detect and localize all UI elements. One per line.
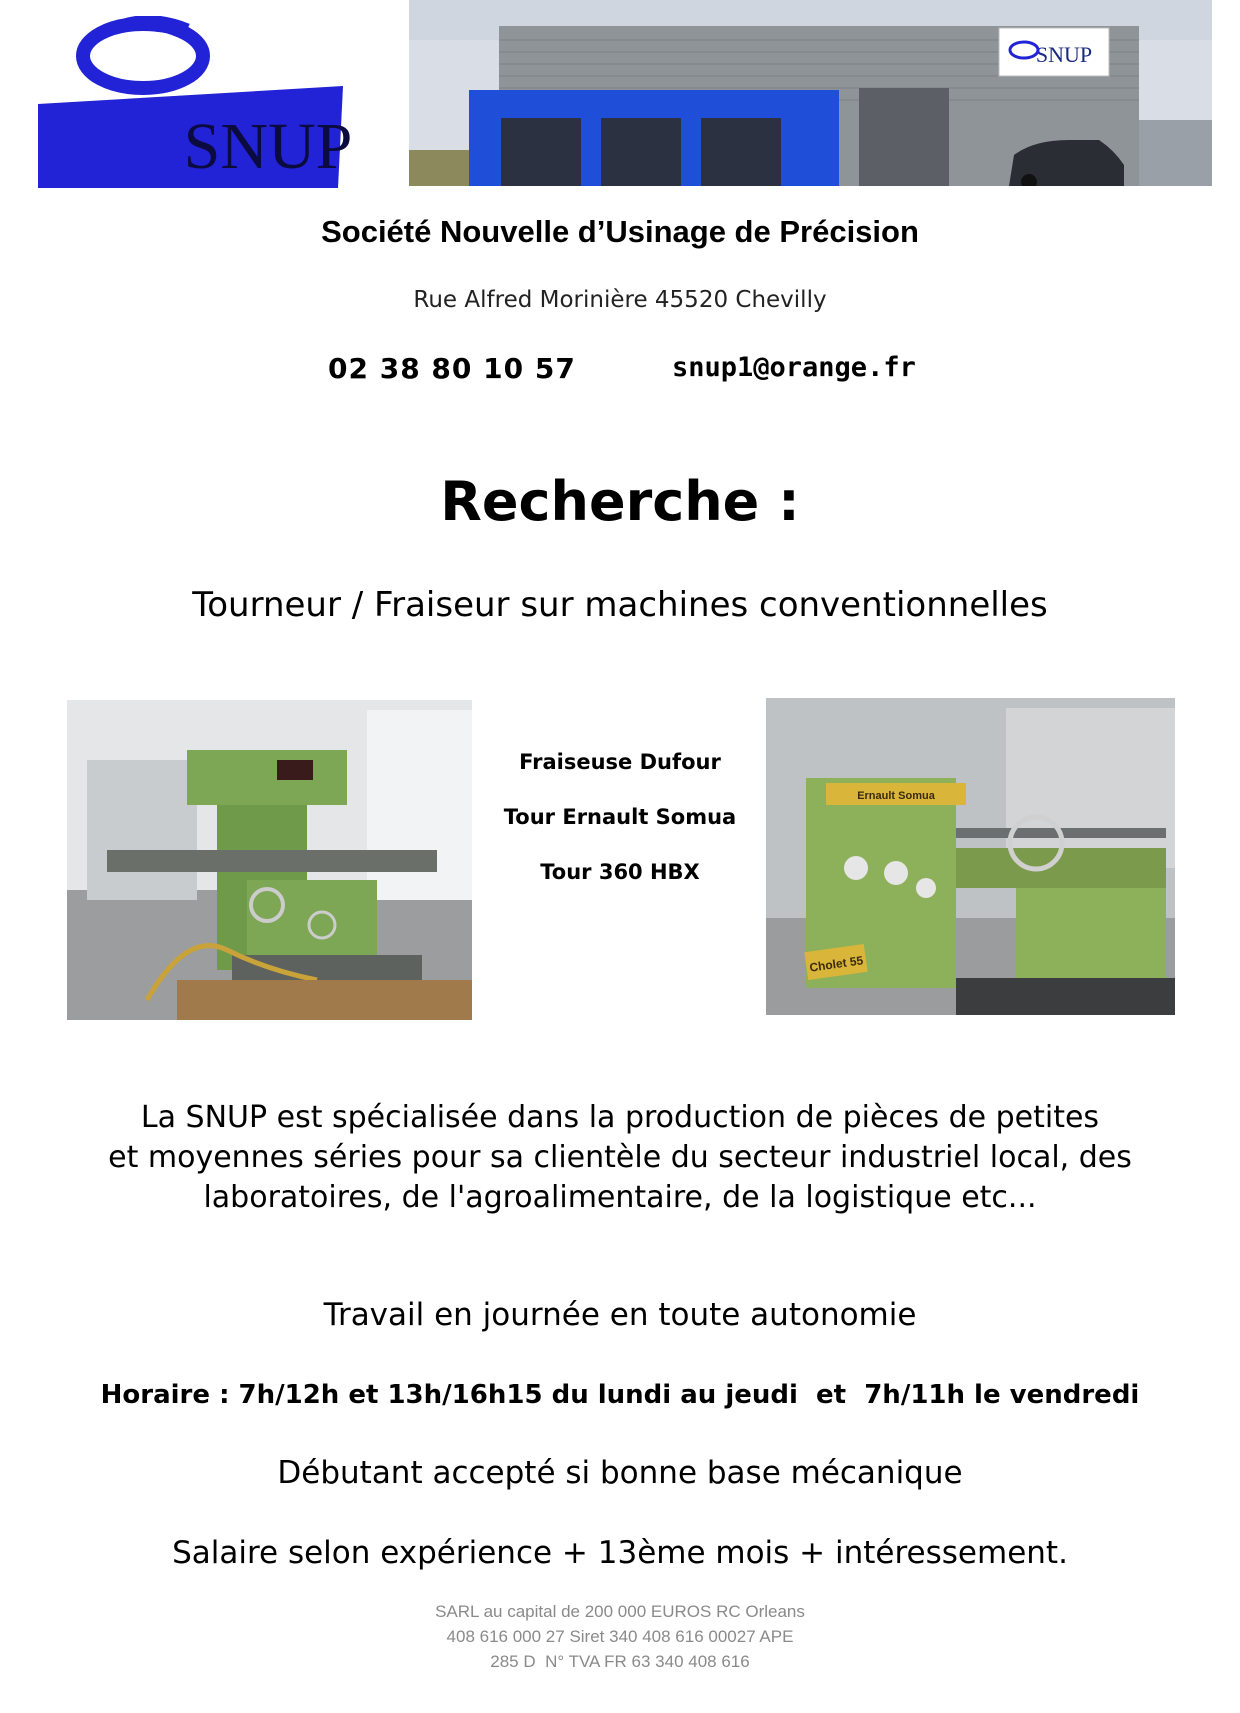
company-address: Rue Alfred Morinière 45520 Chevilly <box>413 287 827 313</box>
snup-logo <box>38 16 378 188</box>
page-heading: Recherche : <box>440 470 800 533</box>
phone-number[interactable]: 02 38 80 10 57 <box>328 352 576 385</box>
milling-machine-photo <box>67 700 472 1020</box>
logo-text: SNUP <box>183 110 353 183</box>
description-line: La SNUP est spécialisée dans la production de pièces de petites <box>140 1100 1100 1135</box>
work-schedule: Horaire : 7h/12h et 13h/16h15 du lundi au jeudi et 7h/11h le vendredi <box>100 1380 1140 1410</box>
description-line: laboratoires, de l'agroalimentaire, de la logistique etc... <box>203 1180 1037 1215</box>
svg-text:Cholet 55: Cholet 55 <box>808 953 864 975</box>
work-mode: Travail en journée en toute autonomie <box>323 1297 917 1333</box>
footer-legal-line: 285 D N° TVA FR 63 340 408 616 <box>490 1652 750 1671</box>
svg-text:SNUP: SNUP <box>1035 42 1093 67</box>
machine-item: Tour Ernault Somua <box>503 805 737 829</box>
logo-swirl-icon <box>83 20 203 89</box>
salary-info: Salaire selon expérience + 13ème mois + intéressement. <box>172 1535 1068 1571</box>
snup-logo-graphic <box>38 16 378 188</box>
job-title: Tourneur / Fraiseur sur machines conventionnelles <box>192 585 1048 625</box>
machine-item: Fraiseuse Dufour <box>519 750 721 774</box>
email-address[interactable]: snup1@orange.fr <box>672 352 916 383</box>
description-line: et moyennes séries pour sa clientèle du secteur industriel local, des <box>108 1140 1132 1175</box>
building-photo <box>409 0 1212 186</box>
footer-legal-line: SARL au capital de 200 000 EUROS RC Orleans <box>435 1602 805 1621</box>
svg-text:Ernault Somua: Ernault Somua <box>857 790 935 802</box>
mill-table <box>107 850 437 872</box>
company-name: Société Nouvelle d’Usinage de Précision <box>321 214 919 249</box>
machine-item: Tour 360 HBX <box>540 860 700 884</box>
lathe-photo <box>766 698 1175 1015</box>
company-description <box>70 1098 1170 1218</box>
beginner-note: Débutant accepté si bonne base mécanique <box>277 1455 963 1491</box>
footer-legal-line: 408 616 000 27 Siret 340 408 616 00027 APE <box>446 1627 794 1646</box>
